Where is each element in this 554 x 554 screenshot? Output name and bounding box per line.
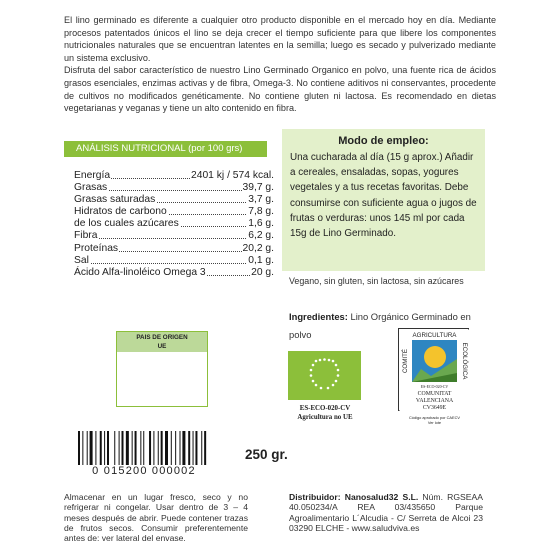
nutrient-label: Grasas saturadas [74, 194, 156, 206]
barcode-bar [100, 431, 102, 465]
nutrition-row [74, 194, 274, 206]
nutrition-row [74, 170, 274, 182]
barcode-bar [140, 431, 141, 465]
barcode-bar [158, 431, 159, 465]
comite-right-text: ECOLÓGICA [461, 342, 468, 380]
barcode-bar [188, 431, 190, 465]
barcode-number: 0 015200 000002 [92, 465, 196, 477]
barcode-bar [165, 431, 168, 465]
comite-approval-text: Código aprobado por CAECV [408, 415, 461, 420]
comite-lot-text: Ver lote [427, 420, 442, 425]
barcode-bar [132, 431, 133, 465]
nutrient-label: Fibra [74, 230, 98, 242]
distributor-details: Núm. RGSEAA 40.050234/A REA 03/435650 Parque Agroalimentario L´Alcudia - C/ Serreta de Alcoi 23 03290 ELCHE - www.saludviva.es [289, 492, 483, 533]
product-description [64, 14, 496, 115]
barcode-bar [104, 431, 105, 465]
barcode-bar [95, 431, 96, 465]
barcode-bar [82, 431, 83, 465]
nutrient-value: 7,8 g. [248, 206, 274, 218]
barcode-bar [201, 431, 202, 465]
barcode-bar [114, 431, 115, 465]
barcode-bar [143, 431, 144, 465]
nutrient-value: 2401 kj / 574 kcal. [191, 170, 274, 181]
nutrition-row [74, 267, 274, 279]
comite-line1: COMUNITAT [417, 391, 452, 397]
nutrition-row [74, 243, 274, 255]
nutrient-value: 20,2 g. [242, 242, 274, 254]
distributor-info [289, 492, 483, 533]
barcode-bar [204, 431, 206, 465]
origin-header [117, 332, 207, 352]
barcode-bar [135, 431, 137, 465]
nutrient-value: 3,7 g. [248, 194, 274, 206]
dot-leader [74, 263, 274, 264]
nutrient-label: de los cuales azúcares [74, 218, 179, 230]
barcode-bar [87, 431, 88, 465]
nutrient-label: Ácido Alfa-linoléico Omega 3 [74, 266, 206, 278]
barcode-bar [122, 431, 124, 465]
nutrition-row [74, 255, 274, 267]
barcode-bar [182, 431, 185, 465]
barcode-bar [119, 431, 120, 465]
barcode-bar [78, 431, 80, 465]
ingredients-label: Ingredientes: [289, 311, 348, 322]
distributor-label: Distribuidor: [289, 492, 341, 502]
eu-organic-code [289, 404, 361, 422]
nutrition-row [74, 230, 274, 242]
usage-text: Una cucharada al día (15 g aprox.) Añadir a cereales, ensaladas, sopas, yogures vegetales y a tus recetas favoritas. Debe consumirse con suficiente agua o jugos de frutas o verduras: unos 145 ml por cada 15g de Lino Germinado. [290, 152, 477, 240]
nutrient-value: 6,2 g. [248, 230, 274, 242]
barcode-bar [90, 431, 93, 465]
nutrient-value: 1,6 g. [248, 218, 274, 230]
nutrient-label: Grasas [74, 182, 108, 194]
ingredients-text: Lino Orgánico Germinado en polvo [289, 311, 471, 340]
comite-line2: VALENCIANA [415, 398, 454, 404]
usage-instructions-box [282, 129, 485, 271]
barcode-bar [193, 431, 194, 465]
eu-code-text: ES-ECO-020-CV [299, 405, 351, 412]
net-weight: 250 gr. [245, 447, 288, 462]
comite-ecologica-seal [398, 328, 469, 411]
origin-value: UE [157, 343, 167, 350]
nutrient-value: 39,7 g. [242, 182, 274, 194]
eu-organic-leaf-icon [288, 351, 361, 400]
comite-seal-graphic [399, 329, 470, 412]
barcode-bar [161, 431, 163, 465]
dietary-claims: Vegano, sin gluten, sin lactosa, sin azúcares [289, 276, 464, 286]
eu-agriculture-text: Agricultura no UE [297, 414, 353, 421]
description-paragraph-2: Disfruta del sabor característico de nuestro Lino Germinado Organico en polvo, una fuente rica de ácidos grasos esenciales, enzimas activas y de fibra, Omega-3. No contiene aditivos ni conservantes, procedente de cultivos no modificados genéticamente. No contiene gluten ni lactosa. Es recomendado en dietas vegetarianas y veganas y tiene un alto contenido en fibra. [64, 65, 496, 114]
nutrition-header: ANÁLISIS NUTRICIONAL (por 100 grs) [64, 141, 267, 157]
nutrient-label: Proteínas [74, 242, 119, 254]
nutrient-label: Sal [74, 254, 89, 266]
comite-line3: CV3649E [422, 405, 447, 411]
eu-organic-leaf-graphic [288, 351, 361, 400]
barcode-bar [175, 431, 176, 465]
barcode-icon [74, 431, 214, 465]
comite-footnote [398, 415, 471, 425]
barcode-bar [153, 431, 154, 465]
nutrient-label: Hidratos de carbono [74, 206, 167, 218]
storage-instructions: Almacenar en un lugar fresco, seco y no refrigerar ni congelar. Usar dentro de 3 – 4 meses después de abrir. Puede contener trazas de frutos secos. Consumir preferentemente antes de: ver lateral del envase. [64, 492, 248, 544]
nutrition-row [74, 182, 274, 194]
country-of-origin-box [116, 331, 208, 407]
nutrient-value: 0,1 g. [248, 254, 274, 266]
nutrition-table [74, 170, 274, 279]
barcode-bar [107, 431, 109, 465]
comite-left-text: COMITÉ [402, 348, 409, 374]
dot-leader [74, 238, 274, 239]
usage-title: Modo de empleo: [338, 135, 429, 147]
barcode-bar [195, 431, 197, 465]
barcode-bar [149, 431, 151, 465]
nutrient-label: Energía [74, 170, 111, 181]
barcode-bar [180, 431, 181, 465]
barcode-bar [171, 431, 172, 465]
description-paragraph-1: El lino germinado es diferente a cualquier otro producto disponible en el mercado hoy en día. Mediante procesos patentados únicos el lino se deja crecer el tiempo suficiente para que libere los componentes nutricionales naturales que se encuentran latentes en la semilla; luego es secado y pulverizado mediante un sistema exclusivo. [64, 15, 496, 63]
origin-label: PAIS DE ORIGEN [136, 334, 188, 341]
nutrition-row [74, 206, 274, 218]
nutrient-value: 20 g. [251, 266, 274, 278]
comite-top-text: AGRICULTURA [412, 332, 457, 339]
distributor-name: Nanosalud32 S.L. [340, 492, 419, 502]
nutrition-row [74, 218, 274, 230]
comite-code-text: ES-ECO-020-CV [420, 385, 449, 389]
barcode-bar [126, 431, 129, 465]
